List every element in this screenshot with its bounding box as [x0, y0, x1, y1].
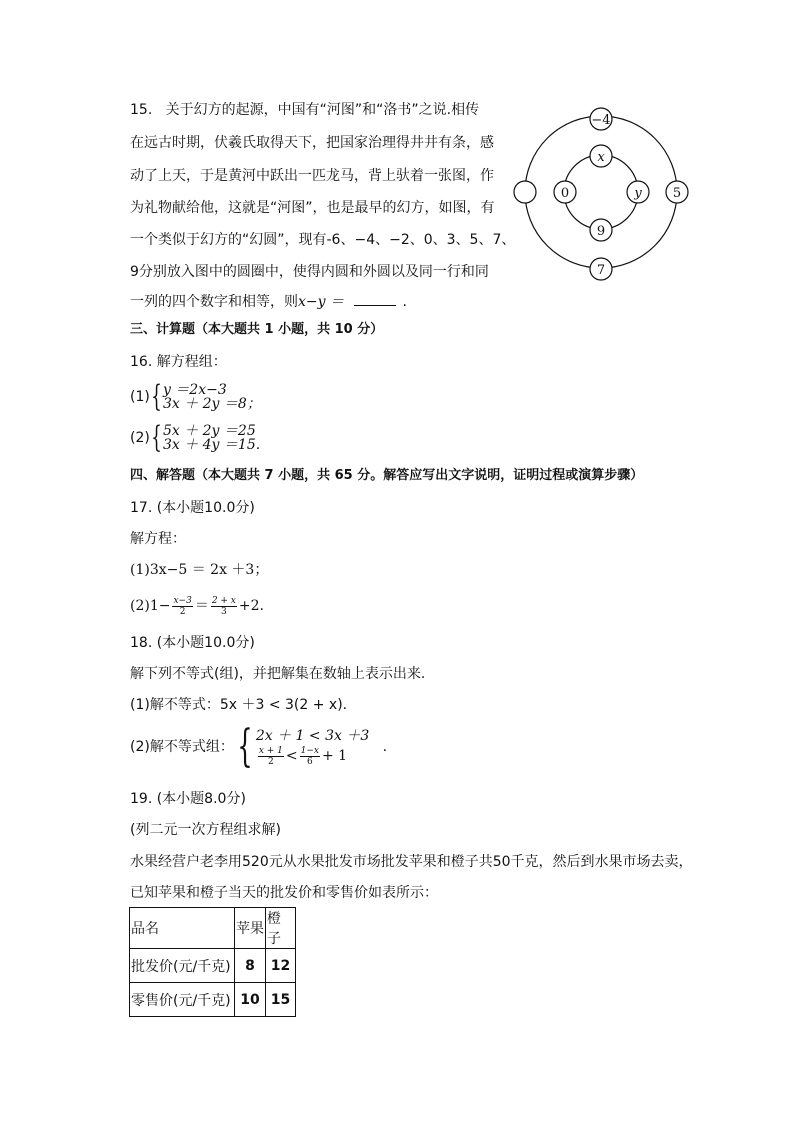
- label-inner-bottom: 9: [596, 224, 606, 239]
- table-cell: 8: [235, 949, 266, 983]
- label-inner-top: x: [597, 150, 605, 165]
- table-row: [130, 908, 296, 949]
- label-inner-left: 0: [560, 186, 570, 201]
- table-row: [130, 949, 296, 983]
- brace: {: [151, 420, 162, 455]
- label-outer-top: −4: [591, 113, 611, 128]
- q18-part-1: (1)解不等式：5x ＋3 < 3(2 + x).: [130, 697, 348, 713]
- table-cell: 批发价(元/千克): [130, 949, 235, 983]
- section-4-heading: 四、解答题（本大题共 7 小题，共 65 分。解答应写出文字说明，证明过程或演算步骤）: [130, 468, 644, 483]
- table-header: 苹果: [235, 908, 266, 949]
- price-table: [129, 907, 296, 1017]
- q15-line-3: 动了上天，于是黄河中跃出一匹龙马，背上驮着一张图，作: [130, 168, 494, 184]
- fraction: $\frac{2 + x}{3}$: [211, 595, 236, 617]
- q15-line-2: 在远古时期，伏羲氏取得天下，把国家治理得井井有条，感: [130, 135, 494, 151]
- table-header: 橙子: [266, 908, 296, 949]
- table-header: 品名: [130, 908, 235, 949]
- outer-circle: [525, 116, 677, 268]
- answer-blank[interactable]: [354, 291, 396, 306]
- label-inner-right: y: [634, 186, 642, 201]
- table-cell: 10: [235, 983, 266, 1017]
- q19-sub: (列二元一次方程组求解): [130, 822, 281, 838]
- q16-part-2: (2){ 5x ＋ 2y ＝25 3x ＋ 4y ＝15.: [130, 420, 261, 455]
- magic-circle-figure: [510, 104, 694, 284]
- q17-eq-2: (2)1− $\frac{x-3}{2}$ ＝ $\frac{2 + x}{3}$ +2.: [130, 595, 264, 617]
- q16-title: 16. 解方程组：: [130, 354, 227, 370]
- q18-intro: 解下列不等式(组)，并把解集在数轴上表示出来.: [130, 666, 426, 682]
- brace: {: [151, 379, 162, 414]
- q15-line-7: 一列的四个数字和相等，则x−y ＝ .: [130, 291, 407, 312]
- brace: {: [237, 721, 253, 772]
- q19-title: 19. (本小题8.0分): [130, 791, 246, 807]
- label-outer-bottom: 7: [596, 263, 606, 278]
- label-outer-right: 5: [672, 186, 682, 201]
- q19-line-1: 水果经营户老李用520元从水果批发市场批发苹果和橙子共50千克，然后到水果市场去卖，: [130, 854, 693, 870]
- q15-line-6: 9分别放入图中的圆圈中，使得内圆和外圆以及同一行和同: [130, 264, 489, 280]
- q15-line-5: 一个类似于幻方的“幻圆”，现有-6、−4、−2、0、3、5、7、: [130, 232, 516, 248]
- table-cell: 12: [266, 949, 296, 983]
- fraction: $\frac{x-3}{2}$: [173, 595, 192, 617]
- q15-number: 15.: [130, 102, 153, 118]
- q16-part-1: (1){ y ＝2x−3 3x ＋ 2y ＝8；: [130, 379, 261, 414]
- table-cell: 15: [266, 983, 296, 1017]
- q17-eq-1: (1)3x−5 ＝ 2x ＋3；: [130, 562, 269, 578]
- q19-line-2: 已知苹果和橙子当天的批发价和零售价如表所示：: [130, 885, 438, 901]
- section-3-heading: 三、计算题（本大题共 1 小题，共 10 分）: [130, 322, 384, 337]
- table-row: [130, 983, 296, 1017]
- q15-line-4: 为礼物献给他，这就是“河图”，也是最早的幻方，如图，有: [130, 200, 495, 216]
- q17-title: 17. (本小题10.0分): [130, 500, 255, 516]
- q17-intro: 解方程：: [130, 531, 186, 547]
- q18-title: 18. (本小题10.0分): [130, 635, 255, 651]
- q18-part-2: (2)解不等式组：{ 2x ＋ 1 < 3x ＋3 $\frac{x + 1}{2}$ < $\frac{1-x}{6}$ + 1 .: [130, 721, 388, 772]
- fraction: $\frac{1-x}{6}$: [300, 745, 319, 767]
- table-cell: 零售价(元/千克): [130, 983, 235, 1017]
- node-outer-left: [514, 181, 536, 203]
- q15-line-1: 15. 关于幻方的起源，中国有“河图”和“洛书”之说.相传: [130, 102, 480, 118]
- fraction: $\frac{x + 1}{2}$: [258, 745, 283, 767]
- q15-expression: x−y ＝: [298, 294, 344, 310]
